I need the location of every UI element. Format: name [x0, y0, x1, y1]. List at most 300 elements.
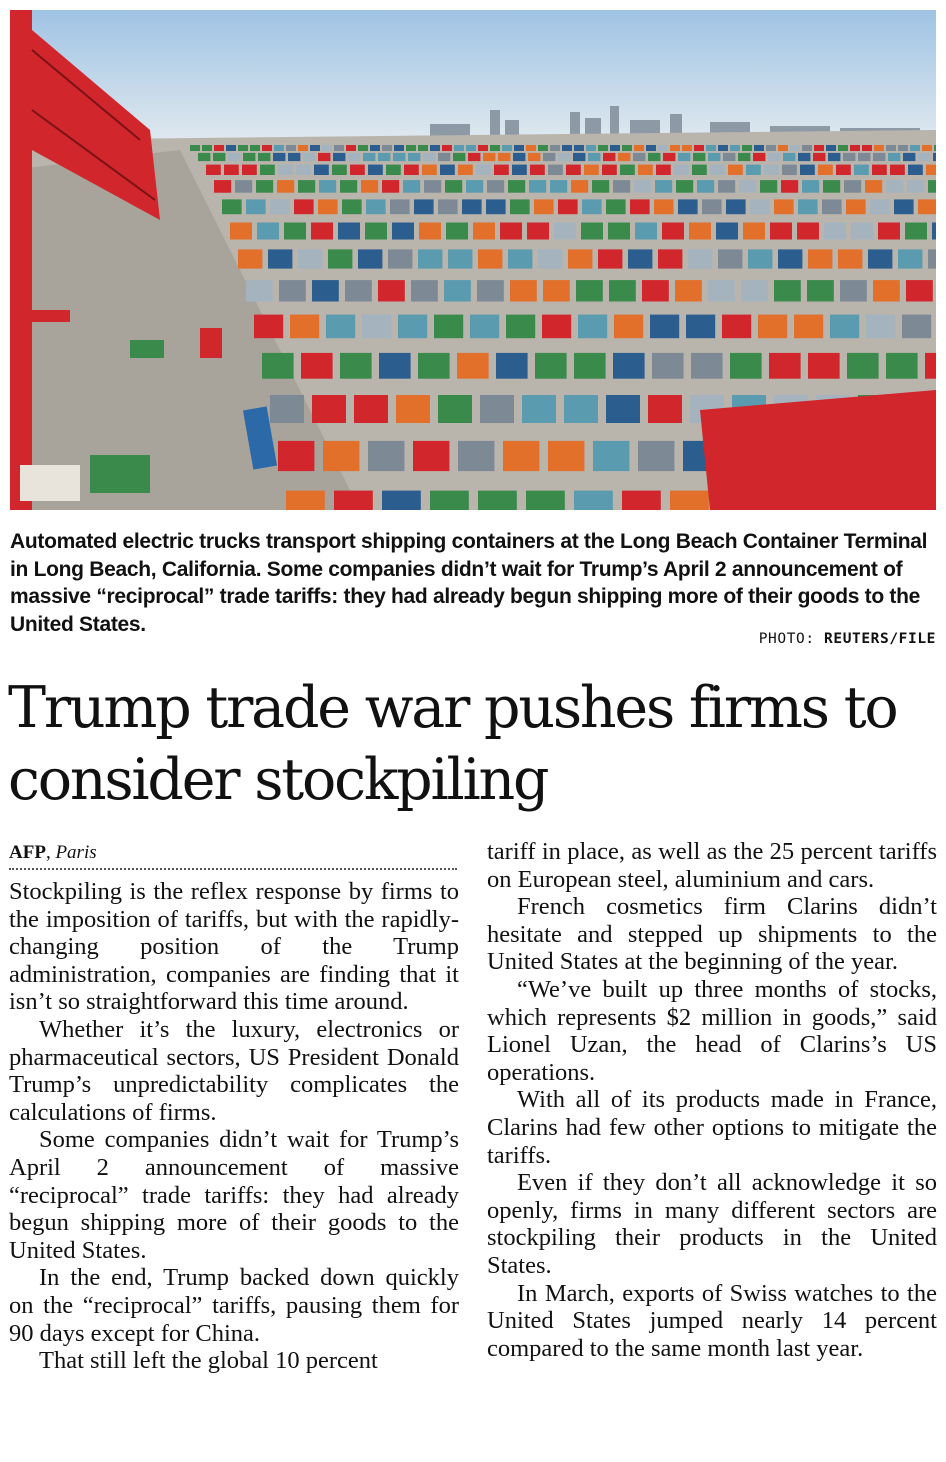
container-block [753, 153, 765, 161]
container-block [246, 199, 266, 214]
article-column-left [9, 838, 459, 1375]
container-block [808, 353, 840, 379]
container-block [674, 165, 689, 175]
container-block [676, 180, 693, 193]
container-block [513, 153, 525, 161]
container-block [388, 249, 412, 268]
container-block [526, 491, 565, 510]
container-block [933, 153, 936, 161]
container-block [354, 395, 388, 423]
container-block [514, 145, 524, 151]
container-block [418, 145, 428, 151]
container-block [571, 180, 588, 193]
container-block [458, 441, 494, 471]
container-block [506, 315, 535, 339]
container-block [238, 145, 248, 151]
container-block [538, 145, 548, 151]
container-block [760, 180, 777, 193]
container-block [213, 153, 225, 161]
container-block [254, 315, 283, 339]
container-block [638, 441, 674, 471]
container-block [870, 199, 890, 214]
container-block [782, 165, 797, 175]
container-block [847, 353, 879, 379]
container-block [798, 199, 818, 214]
container-block [722, 315, 751, 339]
container-block [613, 353, 645, 379]
container-block [655, 180, 672, 193]
container-block [730, 145, 740, 151]
container-block [458, 165, 473, 175]
container-block [800, 165, 815, 175]
container-block [818, 165, 833, 175]
container-block [910, 145, 920, 151]
container-block [766, 145, 776, 151]
container-block [573, 153, 585, 161]
container-block [726, 199, 746, 214]
container-block [358, 249, 382, 268]
container-block [256, 180, 273, 193]
container-block [907, 180, 924, 193]
container-block [340, 180, 357, 193]
container-block [828, 153, 840, 161]
container-block [390, 199, 410, 214]
container-block [470, 315, 499, 339]
container-block [868, 249, 892, 268]
container-block [840, 280, 867, 301]
container-block [508, 180, 525, 193]
container-block [476, 165, 491, 175]
container-block [526, 145, 536, 151]
container-block [334, 145, 344, 151]
container-block [365, 223, 387, 240]
container-block [312, 395, 346, 423]
container-block [333, 153, 345, 161]
container-block [564, 395, 598, 423]
container-block [850, 145, 860, 151]
byline-agency: AFP [9, 842, 46, 863]
container-block [262, 145, 272, 151]
container-block [423, 153, 435, 161]
container-block [568, 249, 592, 268]
container-block [311, 223, 333, 240]
container-block [466, 180, 483, 193]
container-block [802, 180, 819, 193]
credit-prefix: PHOTO: [758, 631, 825, 647]
container-block [648, 153, 660, 161]
container-block [578, 315, 607, 339]
container-block [873, 153, 885, 161]
container-block [890, 165, 905, 175]
container-block [592, 180, 609, 193]
container-block [794, 315, 823, 339]
container-block [477, 280, 504, 301]
container-block [301, 353, 333, 379]
container-block [543, 153, 555, 161]
container-block [418, 353, 450, 379]
container-block [697, 180, 714, 193]
container-block [638, 165, 653, 175]
container-block [798, 153, 810, 161]
container-block [686, 315, 715, 339]
container-block [454, 145, 464, 151]
container-block [634, 145, 644, 151]
container-block [554, 223, 576, 240]
container-block [750, 199, 770, 214]
container-block [366, 199, 386, 214]
container-block [382, 491, 421, 510]
container-block [379, 353, 411, 379]
container-block [530, 165, 545, 175]
container-block [438, 199, 458, 214]
container-block [542, 315, 571, 339]
container-block [294, 199, 314, 214]
container-block [610, 145, 620, 151]
container-block [813, 153, 825, 161]
container-block [738, 153, 750, 161]
container-block [774, 199, 794, 214]
container-block [424, 180, 441, 193]
container-block [654, 199, 674, 214]
container-block [322, 145, 332, 151]
container-block [326, 315, 355, 339]
container-block [273, 153, 285, 161]
container-block [646, 145, 656, 151]
container-block [406, 145, 416, 151]
container-block [663, 153, 675, 161]
container-block [918, 199, 936, 214]
container-block [419, 223, 441, 240]
photo-caption: Automated electric trucks transport shipping containers at the Long Beach Container Terminal in Long Beach, California. Some companies didn’t wait for Trump’s April 2 announcement of massive “reciprocal” trade tariffs: they had already begun shipping more of their goods to the United States. [10, 530, 928, 636]
container-block [278, 441, 314, 471]
container-block [480, 395, 514, 423]
container-block [434, 315, 463, 339]
container-block [718, 145, 728, 151]
container-block [328, 249, 352, 268]
container-block [562, 145, 572, 151]
container-block [558, 153, 570, 161]
container-block [350, 165, 365, 175]
container-block [874, 145, 884, 151]
container-block [284, 223, 306, 240]
container-block [888, 153, 900, 161]
container-block [430, 491, 469, 510]
container-block [693, 153, 705, 161]
container-block [358, 145, 368, 151]
container-block [286, 491, 325, 510]
container-block [314, 165, 329, 175]
container-block [822, 199, 842, 214]
container-block [500, 223, 522, 240]
container-block [368, 165, 383, 175]
container-block [414, 199, 434, 214]
container-block [932, 223, 936, 240]
container-block [758, 315, 787, 339]
container-block [442, 145, 452, 151]
container-block [323, 441, 359, 471]
container-block [650, 315, 679, 339]
container-block [754, 145, 764, 151]
container-block [878, 223, 900, 240]
container-block [338, 223, 360, 240]
container-block [898, 249, 922, 268]
byline-location: Paris [55, 842, 97, 863]
container-block [214, 145, 224, 151]
container-block [781, 180, 798, 193]
container-block [382, 145, 392, 151]
container-block [708, 153, 720, 161]
container-block [886, 145, 896, 151]
container-block [277, 180, 294, 193]
container-block [678, 199, 698, 214]
container-block [622, 491, 661, 510]
container-block [238, 249, 262, 268]
container-block [268, 249, 292, 268]
container-block [486, 199, 506, 214]
container-block [918, 153, 930, 161]
container-block [548, 165, 563, 175]
container-block [682, 145, 692, 151]
container-block [886, 353, 918, 379]
credit-source: REUTERS/FILE [824, 631, 936, 647]
container-block [386, 165, 401, 175]
container-block [473, 223, 495, 240]
container-block [656, 165, 671, 175]
container-block [202, 145, 212, 151]
container-block [894, 199, 914, 214]
container-block [394, 145, 404, 151]
container-block [609, 280, 636, 301]
container-block [678, 153, 690, 161]
container-block [728, 165, 743, 175]
container-block [483, 153, 495, 161]
container-block [838, 145, 848, 151]
container-block [906, 280, 933, 301]
container-block [769, 353, 801, 379]
container-block [487, 180, 504, 193]
container-block [498, 153, 510, 161]
container-block [296, 165, 311, 175]
container-block [502, 145, 512, 151]
container-block [445, 180, 462, 193]
container-block [288, 153, 300, 161]
container-block [926, 165, 936, 175]
container-block [741, 280, 768, 301]
container-block [858, 153, 870, 161]
container-block [633, 153, 645, 161]
container-block [584, 165, 599, 175]
container-block [872, 165, 887, 175]
container-block [905, 223, 927, 240]
container-block [490, 145, 500, 151]
container-block [928, 180, 936, 193]
container-block [529, 180, 546, 193]
container-block [620, 165, 635, 175]
container-block [718, 180, 735, 193]
container-block [243, 153, 255, 161]
container-block [606, 395, 640, 423]
container-block [270, 395, 304, 423]
container-block [873, 280, 900, 301]
container-block [675, 280, 702, 301]
container-block [902, 315, 931, 339]
container-block [535, 353, 567, 379]
container-block [826, 145, 836, 151]
container-block [346, 145, 356, 151]
container-block [448, 249, 472, 268]
container-block [622, 145, 632, 151]
paragraph: Even if they don’t all acknowledge it so openly, firms in many different sectors are stockpiling their products in the United States. [487, 1169, 937, 1279]
container-block [898, 145, 908, 151]
container-block [440, 165, 455, 175]
container-block [528, 153, 540, 161]
container-block [378, 280, 405, 301]
container-block [522, 395, 556, 423]
container-block [534, 199, 554, 214]
container-block [802, 145, 812, 151]
container-block [748, 249, 772, 268]
container-block [808, 249, 832, 268]
paragraph: “We’ve built up three months of stocks, which represents $2 million in goods,” said Lionel Uzan, the head of Clarins’s US operations. [487, 975, 937, 1086]
article-photo [10, 10, 936, 510]
container-block [586, 145, 596, 151]
container-block [418, 249, 442, 268]
photo-credit [759, 631, 936, 647]
container-block [413, 441, 449, 471]
container-block [764, 165, 779, 175]
container-block [836, 165, 851, 175]
container-block [606, 199, 626, 214]
container-block [286, 145, 296, 151]
container-block [814, 145, 824, 151]
byline: AFP, Paris [9, 838, 457, 870]
container-block [692, 165, 707, 175]
container-block [290, 315, 319, 339]
container-block [512, 165, 527, 175]
container-block [258, 153, 270, 161]
container-block [548, 441, 584, 471]
container-block [581, 223, 603, 240]
container-block [214, 180, 231, 193]
container-block [404, 165, 419, 175]
container-block [348, 153, 360, 161]
container-block [466, 145, 476, 151]
container-block [716, 223, 738, 240]
container-block [718, 249, 742, 268]
container-block [206, 165, 221, 175]
container-block [862, 145, 872, 151]
container-block [730, 353, 762, 379]
container-block [508, 249, 532, 268]
container-block [478, 491, 517, 510]
container-block [928, 249, 936, 268]
container-block [652, 353, 684, 379]
container-block [453, 153, 465, 161]
container-block [688, 249, 712, 268]
container-block [642, 280, 669, 301]
container-block [550, 145, 560, 151]
container-block [903, 153, 915, 161]
container-block [279, 280, 306, 301]
container-block [462, 199, 482, 214]
container-block [635, 223, 657, 240]
container-block [510, 280, 537, 301]
container-block [298, 180, 315, 193]
container-block [922, 145, 932, 151]
container-block [694, 145, 704, 151]
container-block [670, 145, 680, 151]
paragraph: In March, exports of Swiss watches to the United States jumped nearly 14 percent compared to the same month last year. [487, 1279, 937, 1362]
container-block [925, 353, 936, 379]
container-block [886, 180, 903, 193]
container-block [250, 145, 260, 151]
container-block [602, 165, 617, 175]
container-block [550, 180, 567, 193]
container-block [934, 145, 936, 151]
container-block [830, 315, 859, 339]
container-block [598, 249, 622, 268]
container-block [630, 199, 650, 214]
container-block [846, 199, 866, 214]
container-block [770, 223, 792, 240]
container-block [310, 145, 320, 151]
container-block [342, 199, 362, 214]
container-block [361, 180, 378, 193]
container-block [739, 180, 756, 193]
container-block [844, 180, 861, 193]
paragraph: With all of its products made in France, Clarins had few other options to mitigate the tariffs. [487, 1086, 937, 1169]
container-block [588, 153, 600, 161]
container-block [648, 395, 682, 423]
paragraph: Some companies didn’t wait for Trump’s April 2 announcement of massive “reciprocal” trade tariffs: they had already begun shipping more of their goods to the United States. [9, 1126, 459, 1264]
container-block [298, 145, 308, 151]
container-block [790, 145, 800, 151]
container-block [614, 315, 643, 339]
container-block [478, 145, 488, 151]
container-block [278, 165, 293, 175]
container-block [807, 280, 834, 301]
container-block [274, 145, 284, 151]
paragraph: Stockpiling is the reflex response by firms to the imposition of tariffs, but with the rapidly-changing position of the Trump administration, companies are finding that it isn’t so straightforward this time around. [9, 878, 459, 1016]
container-block [670, 491, 709, 510]
container-block [312, 280, 339, 301]
container-block [468, 153, 480, 161]
container-block [438, 395, 472, 423]
container-block [658, 145, 668, 151]
container-block [574, 145, 584, 151]
container-block [230, 223, 252, 240]
container-block [634, 180, 651, 193]
container-block [382, 180, 399, 193]
container-block [332, 165, 347, 175]
container-block [303, 153, 315, 161]
paragraph: Whether it’s the luxury, electronics or pharmaceutical sectors, US President Donald Trump’s unpredictability complicates the calculations of firms. [9, 1015, 459, 1126]
container-block [478, 249, 502, 268]
container-block [866, 315, 895, 339]
container-block [843, 153, 855, 161]
container-block [444, 280, 471, 301]
container-block [378, 153, 390, 161]
container-block [503, 441, 539, 471]
container-block [298, 249, 322, 268]
container-block [538, 249, 562, 268]
container-block [543, 280, 570, 301]
container-port-photo-icon [10, 10, 936, 510]
container-block [689, 223, 711, 240]
container-block [222, 199, 242, 214]
container-block [403, 180, 420, 193]
container-block [824, 223, 846, 240]
